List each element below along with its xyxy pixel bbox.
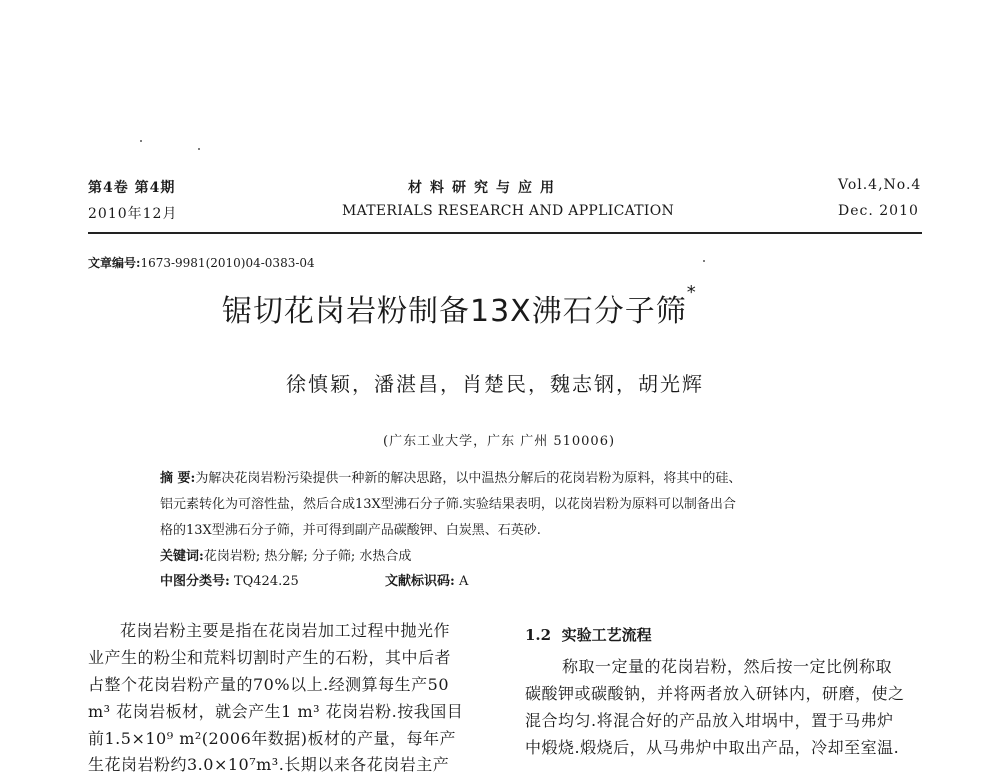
section-number: 1.2 [525, 626, 552, 644]
article-number [88, 254, 315, 271]
keywords [160, 545, 411, 564]
body-line: 业产生的粉尘和荒料切割时产生的石粉，其中后者 [88, 648, 452, 667]
volume-issue: 第4卷 第4期 [88, 180, 176, 196]
abstract-line: 铝元素转化为可溶性盐，然后合成13X型沸石分子筛.实验结果表明，以花岗岩粉为原料可以制备出合 [160, 497, 736, 512]
section-heading [525, 624, 652, 645]
title-footnote-mark: * [686, 282, 697, 303]
abstract-line: 格的13X型沸石分子筛，并可得到副产品碳酸钾、白炭黑、石英砂. [160, 523, 541, 538]
scan-speck [703, 260, 705, 262]
body-line: 前1.5×10⁹ m²(2006年数据)板材的产量，每年产 [88, 729, 457, 748]
body-line: 中煅烧.煅烧后，从马弗炉中取出产品，冷却至室温. [525, 738, 900, 757]
issue-date-en: Dec. 2010 [838, 203, 919, 219]
keywords-label: 关键词: [160, 549, 204, 564]
journal-title-cn: 材料研究与应用 [408, 180, 562, 196]
affiliation: (广东工业大学，广东 广州 510006) [383, 434, 616, 449]
body-line: m³ 花岗岩板材，就会产生1 m³ 花岗岩粉.按我国目 [88, 702, 464, 721]
doc-code-label: 文献标识码: [385, 574, 455, 589]
keywords-value: 花岗岩粉; 热分解; 分子筛; 水热合成 [203, 549, 412, 564]
article-number-label: 文章编号: [88, 256, 141, 270]
classification [160, 570, 299, 589]
body-line: 占整个花岗岩粉产量的70%以上.经测算每生产50 [88, 675, 450, 694]
paper-title [222, 282, 697, 330]
body-line: 生花岗岩粉约3.0×10⁷m³.长期以来各花岗岩主产 [88, 755, 450, 774]
clc-label: 中图分类号: [160, 574, 230, 589]
volume-issue-en: Vol.4,No.4 [838, 177, 922, 193]
body-line: 碳酸钾或碳酸钠，并将两者放入研钵内，研磨，使之 [525, 684, 905, 703]
header-rule [88, 232, 922, 234]
issue-date-cn: 2010年12月 [88, 206, 178, 222]
abstract-line [160, 467, 741, 486]
scan-speck [198, 148, 200, 150]
author-list: 徐慎颖，潘湛昌，肖楚民，魏志钢，胡光辉 [286, 372, 704, 396]
article-number-value: 1673-9981(2010)04-0383-04 [140, 256, 315, 270]
paper-title-text: 锯切花岗岩粉制备13X沸石分子筛 [222, 294, 687, 329]
doc-code-value: A [458, 574, 469, 589]
scan-speck [140, 140, 142, 142]
body-line: 称取一定量的花岗岩粉，然后按一定比例称取 [562, 657, 893, 676]
body-line: 混合均匀.将混合好的产品放入坩埚中，置于马弗炉 [525, 711, 894, 730]
journal-title-en: MATERIALS RESEARCH AND APPLICATION [342, 203, 675, 219]
clc-value: TQ424.25 [233, 574, 299, 589]
abstract-text: 为解决花岗岩粉污染提供一种新的解决思路，以中温热分解后的花岗岩粉为原料，将其中的硅、 [195, 471, 742, 486]
document-code [385, 570, 468, 589]
section-title: 实验工艺流程 [561, 626, 652, 644]
abstract-label: 摘 要: [160, 471, 196, 486]
body-line: 花岗岩粉主要是指在花岗岩加工过程中抛光作 [120, 621, 451, 640]
